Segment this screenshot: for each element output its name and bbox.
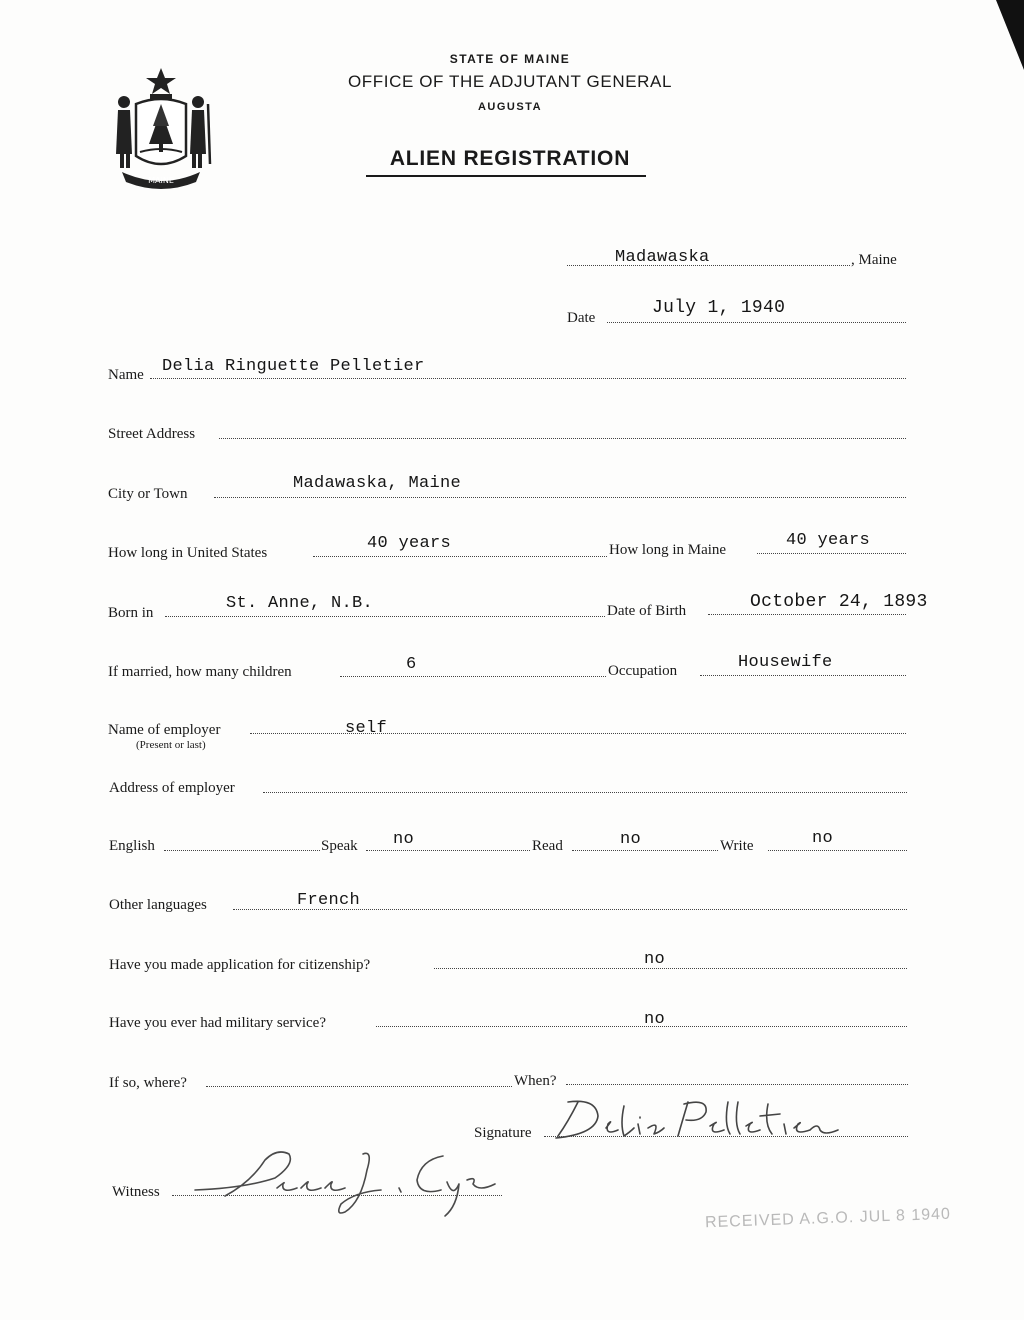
citizenship-line xyxy=(434,968,907,969)
us-years-value[interactable]: 40 years xyxy=(367,534,452,553)
write-value[interactable]: no xyxy=(812,829,834,848)
date-label: Date xyxy=(567,310,596,326)
employer-address-line xyxy=(263,792,907,793)
speak-label: Speak xyxy=(321,838,358,854)
military-line xyxy=(376,1026,907,1027)
dob-label: Date of Birth xyxy=(607,603,687,619)
maine-years-value[interactable]: 40 years xyxy=(786,531,871,550)
title-underline xyxy=(366,175,646,177)
date-line xyxy=(607,322,906,323)
city-line xyxy=(214,497,906,498)
occupation-line xyxy=(700,675,906,676)
when-label: When? xyxy=(514,1073,557,1089)
born-value[interactable]: St. Anne, N.B. xyxy=(226,594,374,613)
place-suffix: , Maine xyxy=(851,252,897,268)
employer-address-label: Address of employer xyxy=(109,780,235,796)
read-value[interactable]: no xyxy=(620,830,642,849)
occupation-value[interactable]: Housewife xyxy=(738,653,833,672)
write-label: Write xyxy=(720,838,754,854)
name-line xyxy=(150,378,906,379)
where-label: If so, where? xyxy=(109,1075,187,1091)
write-line xyxy=(768,850,907,851)
city-value[interactable]: Madawaska, Maine xyxy=(293,474,462,493)
dob-line xyxy=(708,614,906,615)
read-line xyxy=(572,850,718,851)
street-line xyxy=(219,438,906,439)
citizenship-label: Have you made application for citizenship? xyxy=(109,957,371,973)
page-corner-fold xyxy=(984,0,1024,70)
witness-text: Irene J. Cyr xyxy=(185,1140,190,1141)
military-value[interactable]: no xyxy=(644,1010,666,1029)
speak-value[interactable]: no xyxy=(393,830,415,849)
read-label: Read xyxy=(532,838,563,854)
form-title: ALIEN REGISTRATION xyxy=(389,147,631,170)
employer-value[interactable]: self xyxy=(345,719,388,738)
born-line xyxy=(165,616,605,617)
city-label: City or Town xyxy=(108,486,188,502)
name-value[interactable]: Delia Ringuette Pelletier xyxy=(162,357,425,376)
other-languages-value[interactable]: French xyxy=(297,891,361,910)
dob-value[interactable]: October 24, 1893 xyxy=(750,592,928,612)
english-label: English xyxy=(109,838,155,854)
signature-handwriting[interactable] xyxy=(548,1090,858,1148)
witness-label: Witness xyxy=(112,1184,160,1200)
children-line xyxy=(340,676,606,677)
born-label: Born in xyxy=(108,605,154,621)
when-line xyxy=(566,1084,908,1085)
where-line xyxy=(206,1086,512,1087)
military-label: Have you ever had military service? xyxy=(109,1015,326,1031)
occupation-label: Occupation xyxy=(608,663,678,679)
us-years-line xyxy=(313,556,607,557)
other-languages-label: Other languages xyxy=(109,897,207,913)
received-stamp: RECEIVED A.G.O. JUL 8 1940 xyxy=(704,1205,952,1232)
employer-label: Name of employer xyxy=(108,722,221,738)
signature-label: Signature xyxy=(474,1125,532,1141)
signature-text: Delia Pelletier xyxy=(548,1090,554,1091)
street-label: Street Address xyxy=(108,426,196,442)
english-line xyxy=(164,850,320,851)
name-label: Name xyxy=(108,367,144,383)
witness-handwriting[interactable] xyxy=(185,1140,515,1220)
citizenship-value[interactable]: no xyxy=(644,950,666,969)
employer-sublabel: (Present or last) xyxy=(136,739,206,751)
maine-years-line xyxy=(757,553,906,554)
speak-line xyxy=(366,850,530,851)
header-city: AUGUSTA xyxy=(477,101,543,113)
place-value[interactable]: Madawaska xyxy=(615,248,710,267)
date-value[interactable]: July 1, 1940 xyxy=(652,298,786,318)
maine-years-label: How long in Maine xyxy=(609,542,727,558)
us-years-label: How long in United States xyxy=(108,545,268,561)
children-label: If married, how many children xyxy=(108,664,292,680)
maine-seal-icon xyxy=(106,64,216,190)
header-office: OFFICE OF THE ADJUTANT GENERAL xyxy=(347,72,673,91)
seal-motto-text: MAINE xyxy=(148,176,174,185)
header-state: STATE OF MAINE xyxy=(449,52,571,66)
children-value[interactable]: 6 xyxy=(406,655,417,674)
